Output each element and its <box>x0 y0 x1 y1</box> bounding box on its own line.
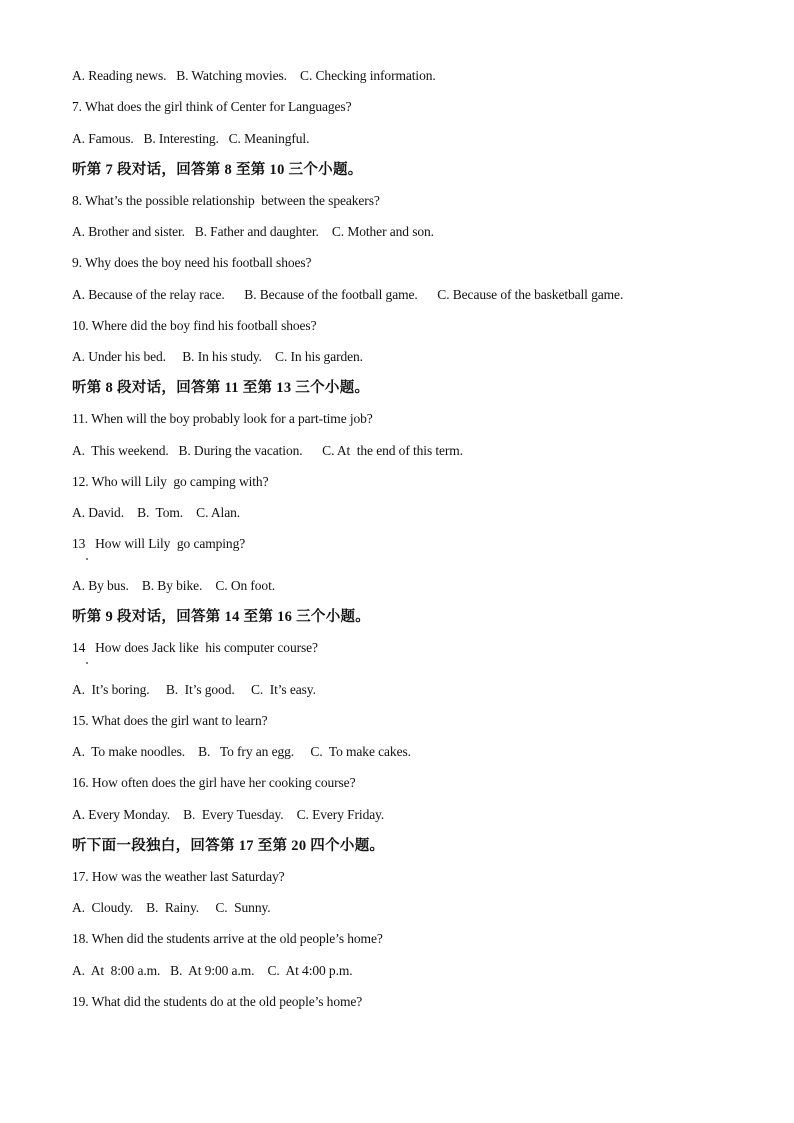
section-heading-dialogue-8: 听第 8 段对话，回答第 11 至第 13 三个小题。 <box>72 380 370 396</box>
question-10: 10. Where did the boy find his football shoes? <box>72 318 317 333</box>
section-heading-monologue: 听下面一段独白，回答第 17 至第 20 四个小题。 <box>72 838 385 854</box>
question-15: 15. What does the girl want to learn? <box>72 713 268 728</box>
answer-options-q17: A. Cloudy. B. Rainy. C. Sunny. <box>72 900 271 915</box>
question-8: 8. What’s the possible relationship between the speakers? <box>72 193 380 208</box>
answer-options-q18: A. At 8:00 a.m. B. At 9:00 a.m. C. At 4:00 p.m. <box>72 963 353 978</box>
answer-options-q16: A. Every Monday. B. Every Tuesday. C. Every Friday. <box>72 807 385 822</box>
question-13: 13 How will Lily go camping? <box>72 536 246 551</box>
question-9: 9. Why does the boy need his football shoes? <box>72 255 312 270</box>
answer-options-q8: A. Brother and sister. B. Father and daughter. C. Mother and son. <box>72 224 434 239</box>
answer-options-q15: A. To make noodles. B. To fry an egg. C. To make cakes. <box>72 744 411 759</box>
answer-options-q10: A. Under his bed. B. In his study. C. In his garden. <box>72 349 363 364</box>
question-19: 19. What did the students do at the old people’s home? <box>72 994 363 1009</box>
question-12: 12. Who will Lily go camping with? <box>72 474 269 489</box>
answer-options-q13: A. By bus. B. By bike. C. On foot. <box>72 578 276 593</box>
question-7: 7. What does the girl think of Center for Languages? <box>72 99 352 114</box>
answer-options-q14: A. It’s boring. B. It’s good. C. It’s easy. <box>72 682 316 697</box>
section-heading-dialogue-9: 听第 9 段对话，回答第 14 至第 16 三个小题。 <box>72 609 371 625</box>
question-14: 14 How does Jack like his computer course? <box>72 640 318 655</box>
question-18: 18. When did the students arrive at the old people’s home? <box>72 931 383 946</box>
answer-options-q9: A. Because of the relay race. B. Because of the football game. C. Because of the basketball game. <box>72 287 624 302</box>
section-heading-dialogue-7: 听第 7 段对话，回答第 8 至第 10 三个小题。 <box>72 162 363 178</box>
question-16: 16. How often does the girl have her cooking course? <box>72 775 356 790</box>
answer-options-q7: A. Famous. B. Interesting. C. Meaningful. <box>72 131 310 146</box>
answer-options-q6: A. Reading news. B. Watching movies. C. Checking information. <box>72 68 436 83</box>
question-11: 11. When will the boy probably look for a part-time job? <box>72 411 373 426</box>
stray-dot-mark <box>86 558 88 560</box>
answer-options-q12: A. David. B. Tom. C. Alan. <box>72 505 241 520</box>
answer-options-q11: A. This weekend. B. During the vacation. C. At the end of this term. <box>72 443 463 458</box>
question-17: 17. How was the weather last Saturday? <box>72 869 285 884</box>
stray-dot-mark <box>86 662 88 664</box>
